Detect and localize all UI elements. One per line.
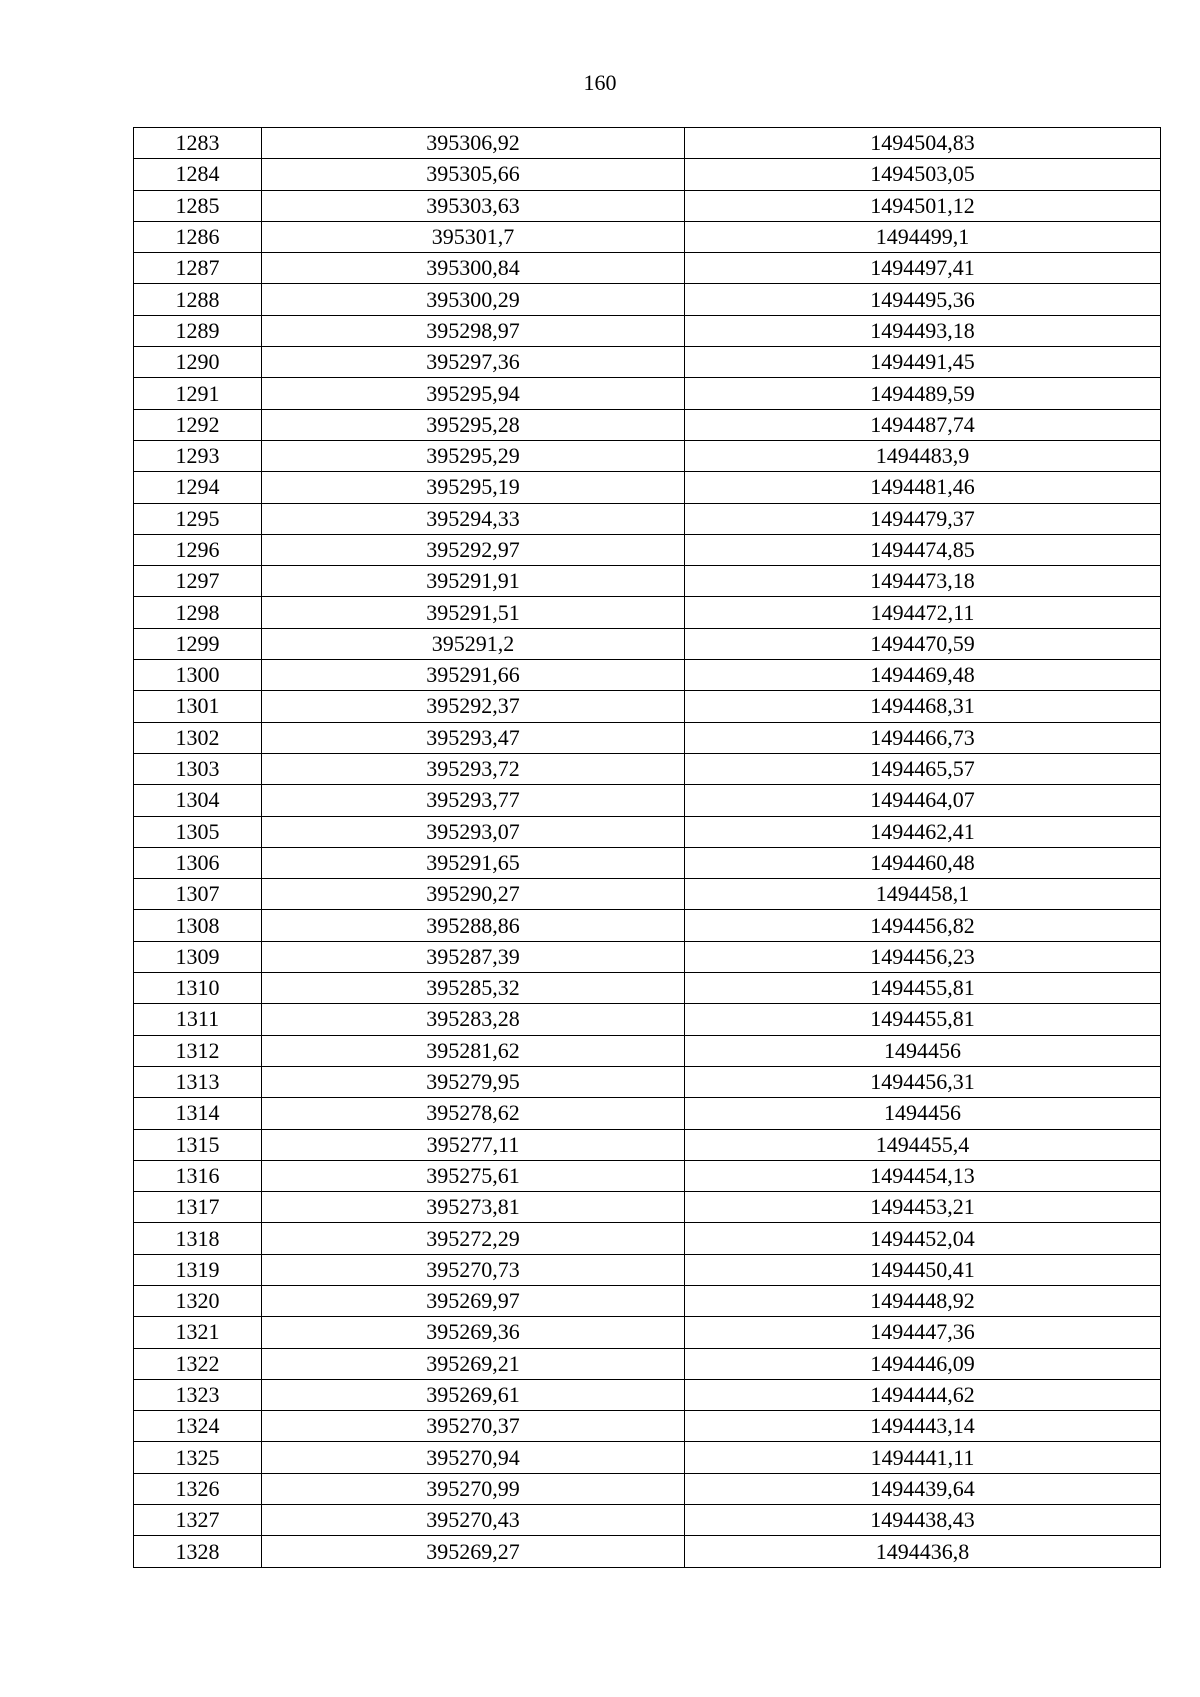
point-number-cell: 1322	[134, 1348, 262, 1379]
page-number: 160	[583, 70, 617, 95]
x-coordinate-cell: 395293,77	[262, 785, 685, 816]
coordinates-table	[133, 127, 1161, 1568]
x-coordinate-cell: 395293,07	[262, 816, 685, 847]
y-coordinate-cell: 1494466,73	[685, 722, 1161, 753]
point-number-cell: 1319	[134, 1254, 262, 1285]
x-coordinate-cell: 395287,39	[262, 941, 685, 972]
y-coordinate-cell: 1494504,83	[685, 128, 1161, 159]
x-coordinate-cell: 395270,37	[262, 1411, 685, 1442]
x-coordinate-cell: 395270,73	[262, 1254, 685, 1285]
x-coordinate-cell: 395275,61	[262, 1160, 685, 1191]
y-coordinate-cell: 1494493,18	[685, 315, 1161, 346]
x-coordinate-cell: 395269,36	[262, 1317, 685, 1348]
x-coordinate-cell: 395298,97	[262, 315, 685, 346]
point-number-cell: 1308	[134, 910, 262, 941]
table-row	[134, 1004, 1161, 1035]
y-coordinate-cell: 1494473,18	[685, 566, 1161, 597]
x-coordinate-cell: 395291,2	[262, 628, 685, 659]
point-number-cell: 1286	[134, 221, 262, 252]
x-coordinate-cell: 395303,63	[262, 190, 685, 221]
x-coordinate-cell: 395292,97	[262, 534, 685, 565]
point-number-cell: 1324	[134, 1411, 262, 1442]
table-row	[134, 1348, 1161, 1379]
x-coordinate-cell: 395293,47	[262, 722, 685, 753]
y-coordinate-cell: 1494444,62	[685, 1379, 1161, 1410]
y-coordinate-cell: 1494487,74	[685, 409, 1161, 440]
point-number-cell: 1305	[134, 816, 262, 847]
x-coordinate-cell: 395270,94	[262, 1442, 685, 1473]
x-coordinate-cell: 395295,19	[262, 472, 685, 503]
table-row	[134, 128, 1161, 159]
table-row	[134, 973, 1161, 1004]
table-row	[134, 1129, 1161, 1160]
point-number-cell: 1292	[134, 409, 262, 440]
point-number-cell: 1304	[134, 785, 262, 816]
y-coordinate-cell: 1494491,45	[685, 347, 1161, 378]
point-number-cell: 1302	[134, 722, 262, 753]
y-coordinate-cell: 1494479,37	[685, 503, 1161, 534]
point-number-cell: 1328	[134, 1536, 262, 1567]
point-number-cell: 1298	[134, 597, 262, 628]
table-row	[134, 628, 1161, 659]
y-coordinate-cell: 1494453,21	[685, 1192, 1161, 1223]
table-row	[134, 753, 1161, 784]
table-row	[134, 1442, 1161, 1473]
point-number-cell: 1295	[134, 503, 262, 534]
point-number-cell: 1312	[134, 1035, 262, 1066]
y-coordinate-cell: 1494438,43	[685, 1505, 1161, 1536]
y-coordinate-cell: 1494452,04	[685, 1223, 1161, 1254]
point-number-cell: 1284	[134, 159, 262, 190]
y-coordinate-cell: 1494436,8	[685, 1536, 1161, 1567]
x-coordinate-cell: 395290,27	[262, 879, 685, 910]
table-row	[134, 1317, 1161, 1348]
table-row	[134, 566, 1161, 597]
table-row	[134, 1536, 1161, 1567]
table-row	[134, 1160, 1161, 1191]
x-coordinate-cell: 395295,94	[262, 378, 685, 409]
point-number-cell: 1287	[134, 253, 262, 284]
y-coordinate-cell: 1494458,1	[685, 879, 1161, 910]
table-row	[134, 691, 1161, 722]
point-number-cell: 1327	[134, 1505, 262, 1536]
y-coordinate-cell: 1494501,12	[685, 190, 1161, 221]
y-coordinate-cell: 1494455,81	[685, 973, 1161, 1004]
x-coordinate-cell: 395291,66	[262, 660, 685, 691]
table-row	[134, 941, 1161, 972]
point-number-cell: 1296	[134, 534, 262, 565]
x-coordinate-cell: 395305,66	[262, 159, 685, 190]
point-number-cell: 1326	[134, 1473, 262, 1504]
table-row	[134, 1254, 1161, 1285]
y-coordinate-cell: 1494447,36	[685, 1317, 1161, 1348]
table-row	[134, 785, 1161, 816]
table-row	[134, 221, 1161, 252]
table-row	[134, 1066, 1161, 1097]
point-number-cell: 1299	[134, 628, 262, 659]
x-coordinate-cell: 395288,86	[262, 910, 685, 941]
table-row	[134, 190, 1161, 221]
y-coordinate-cell: 1494460,48	[685, 847, 1161, 878]
y-coordinate-cell: 1494456,31	[685, 1066, 1161, 1097]
x-coordinate-cell: 395291,65	[262, 847, 685, 878]
x-coordinate-cell: 395295,28	[262, 409, 685, 440]
point-number-cell: 1283	[134, 128, 262, 159]
point-number-cell: 1285	[134, 190, 262, 221]
point-number-cell: 1313	[134, 1066, 262, 1097]
y-coordinate-cell: 1494454,13	[685, 1160, 1161, 1191]
y-coordinate-cell: 1494448,92	[685, 1285, 1161, 1316]
y-coordinate-cell: 1494450,41	[685, 1254, 1161, 1285]
point-number-cell: 1301	[134, 691, 262, 722]
point-number-cell: 1290	[134, 347, 262, 378]
x-coordinate-cell: 395269,21	[262, 1348, 685, 1379]
table-row	[134, 910, 1161, 941]
table-row	[134, 879, 1161, 910]
x-coordinate-cell: 395281,62	[262, 1035, 685, 1066]
x-coordinate-cell: 395270,99	[262, 1473, 685, 1504]
x-coordinate-cell: 395291,91	[262, 566, 685, 597]
y-coordinate-cell: 1494499,1	[685, 221, 1161, 252]
point-number-cell: 1309	[134, 941, 262, 972]
point-number-cell: 1323	[134, 1379, 262, 1410]
x-coordinate-cell: 395269,61	[262, 1379, 685, 1410]
table-row	[134, 1379, 1161, 1410]
y-coordinate-cell: 1494497,41	[685, 253, 1161, 284]
y-coordinate-cell: 1494469,48	[685, 660, 1161, 691]
point-number-cell: 1325	[134, 1442, 262, 1473]
y-coordinate-cell: 1494462,41	[685, 816, 1161, 847]
table-row	[134, 534, 1161, 565]
y-coordinate-cell: 1494456	[685, 1035, 1161, 1066]
point-number-cell: 1317	[134, 1192, 262, 1223]
y-coordinate-cell: 1494464,07	[685, 785, 1161, 816]
y-coordinate-cell: 1494474,85	[685, 534, 1161, 565]
table-row	[134, 347, 1161, 378]
point-number-cell: 1314	[134, 1098, 262, 1129]
x-coordinate-cell: 395283,28	[262, 1004, 685, 1035]
table-row	[134, 284, 1161, 315]
y-coordinate-cell: 1494472,11	[685, 597, 1161, 628]
x-coordinate-cell: 395279,95	[262, 1066, 685, 1097]
table-row	[134, 1473, 1161, 1504]
x-coordinate-cell: 395300,29	[262, 284, 685, 315]
y-coordinate-cell: 1494441,11	[685, 1442, 1161, 1473]
x-coordinate-cell: 395294,33	[262, 503, 685, 534]
y-coordinate-cell: 1494455,4	[685, 1129, 1161, 1160]
point-number-cell: 1293	[134, 440, 262, 471]
table-row	[134, 1223, 1161, 1254]
point-number-cell: 1288	[134, 284, 262, 315]
x-coordinate-cell: 395272,29	[262, 1223, 685, 1254]
x-coordinate-cell: 395300,84	[262, 253, 685, 284]
x-coordinate-cell: 395269,97	[262, 1285, 685, 1316]
coordinates-table-body	[134, 128, 1161, 1568]
point-number-cell: 1316	[134, 1160, 262, 1191]
x-coordinate-cell: 395270,43	[262, 1505, 685, 1536]
point-number-cell: 1321	[134, 1317, 262, 1348]
y-coordinate-cell: 1494456,82	[685, 910, 1161, 941]
table-row	[134, 660, 1161, 691]
table-row	[134, 1098, 1161, 1129]
table-row	[134, 503, 1161, 534]
x-coordinate-cell: 395293,72	[262, 753, 685, 784]
x-coordinate-cell: 395269,27	[262, 1536, 685, 1567]
table-row	[134, 440, 1161, 471]
point-number-cell: 1303	[134, 753, 262, 784]
x-coordinate-cell: 395277,11	[262, 1129, 685, 1160]
table-row	[134, 1192, 1161, 1223]
point-number-cell: 1320	[134, 1285, 262, 1316]
y-coordinate-cell: 1494443,14	[685, 1411, 1161, 1442]
x-coordinate-cell: 395278,62	[262, 1098, 685, 1129]
table-row	[134, 722, 1161, 753]
y-coordinate-cell: 1494468,31	[685, 691, 1161, 722]
y-coordinate-cell: 1494470,59	[685, 628, 1161, 659]
y-coordinate-cell: 1494503,05	[685, 159, 1161, 190]
point-number-cell: 1291	[134, 378, 262, 409]
point-number-cell: 1307	[134, 879, 262, 910]
point-number-cell: 1310	[134, 973, 262, 1004]
point-number-cell: 1311	[134, 1004, 262, 1035]
x-coordinate-cell: 395301,7	[262, 221, 685, 252]
table-row	[134, 816, 1161, 847]
y-coordinate-cell: 1494446,09	[685, 1348, 1161, 1379]
y-coordinate-cell: 1494481,46	[685, 472, 1161, 503]
y-coordinate-cell: 1494465,57	[685, 753, 1161, 784]
y-coordinate-cell: 1494489,59	[685, 378, 1161, 409]
y-coordinate-cell: 1494455,81	[685, 1004, 1161, 1035]
y-coordinate-cell: 1494456	[685, 1098, 1161, 1129]
x-coordinate-cell: 395273,81	[262, 1192, 685, 1223]
table-row	[134, 1035, 1161, 1066]
table-row	[134, 597, 1161, 628]
x-coordinate-cell: 395292,37	[262, 691, 685, 722]
table-row	[134, 1505, 1161, 1536]
x-coordinate-cell: 395285,32	[262, 973, 685, 1004]
table-row	[134, 472, 1161, 503]
table-row	[134, 409, 1161, 440]
x-coordinate-cell: 395295,29	[262, 440, 685, 471]
y-coordinate-cell: 1494495,36	[685, 284, 1161, 315]
y-coordinate-cell: 1494483,9	[685, 440, 1161, 471]
x-coordinate-cell: 395297,36	[262, 347, 685, 378]
table-row	[134, 847, 1161, 878]
x-coordinate-cell: 395291,51	[262, 597, 685, 628]
x-coordinate-cell: 395306,92	[262, 128, 685, 159]
point-number-cell: 1318	[134, 1223, 262, 1254]
y-coordinate-cell: 1494456,23	[685, 941, 1161, 972]
table-row	[134, 1411, 1161, 1442]
table-row	[134, 315, 1161, 346]
table-row	[134, 378, 1161, 409]
point-number-cell: 1306	[134, 847, 262, 878]
point-number-cell: 1297	[134, 566, 262, 597]
point-number-cell: 1294	[134, 472, 262, 503]
point-number-cell: 1300	[134, 660, 262, 691]
point-number-cell: 1315	[134, 1129, 262, 1160]
table-row	[134, 159, 1161, 190]
point-number-cell: 1289	[134, 315, 262, 346]
table-row	[134, 1285, 1161, 1316]
table-row	[134, 253, 1161, 284]
y-coordinate-cell: 1494439,64	[685, 1473, 1161, 1504]
